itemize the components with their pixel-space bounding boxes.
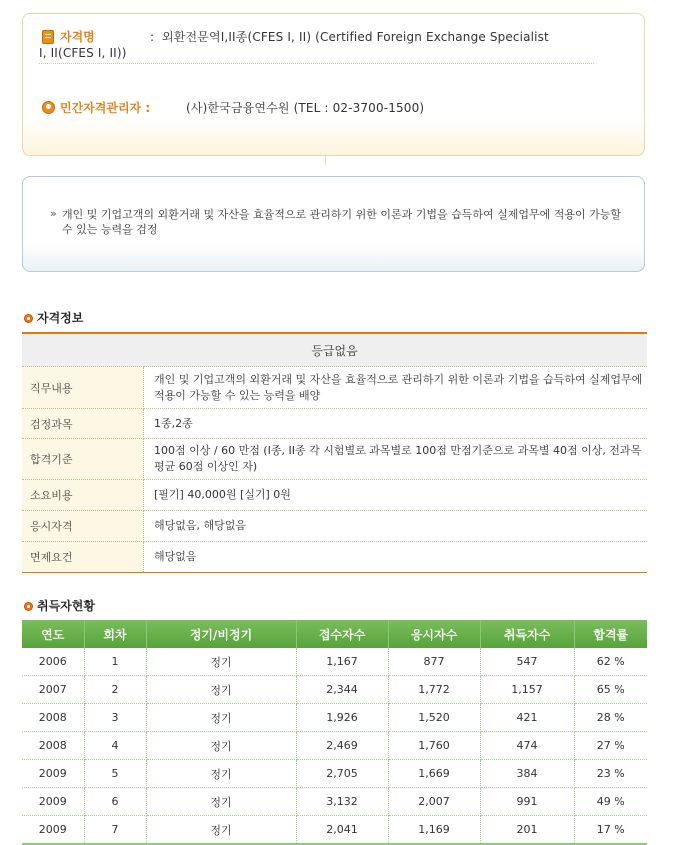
col-header-acquirers: 취득자수 — [480, 620, 574, 648]
name-row-divider — [39, 63, 594, 64]
col-header-applicants: 접수자수 — [296, 620, 388, 648]
col-header-pass-rate: 합격률 — [574, 620, 647, 648]
cell-regular: 정기 — [146, 732, 296, 760]
col-header-regular: 정기/비정기 — [146, 620, 296, 648]
cell-year: 2008 — [22, 732, 84, 760]
table-row — [22, 367, 647, 409]
cell-acquirers: 474 — [480, 732, 574, 760]
cell-applicants: 2,344 — [296, 676, 388, 704]
qualification-name-value-cont: I, II(CFES I, II)) — [39, 46, 127, 60]
cell-regular: 정기 — [146, 648, 296, 676]
cell-applicants: 1,167 — [296, 648, 388, 676]
cell-round: 1 — [84, 648, 146, 676]
info-value: 해당없음, 해당없음 — [144, 511, 648, 542]
person-icon — [42, 101, 55, 114]
cell-acquirers: 421 — [480, 704, 574, 732]
table-row — [22, 648, 647, 676]
info-value: [필기] 40,000원 [실기] 0원 — [144, 480, 648, 511]
cell-applicants: 2,041 — [296, 816, 388, 845]
table-row — [22, 704, 647, 732]
table-row — [22, 480, 647, 511]
qualification-name-value: 외환전문역I,II종(CFES I, II) (Certified Foreign Exchange Specialist — [162, 30, 549, 44]
col-header-examinees: 응시자수 — [388, 620, 480, 648]
table-row — [22, 788, 647, 816]
cell-year: 2009 — [22, 788, 84, 816]
cell-applicants: 2,469 — [296, 732, 388, 760]
info-key: 면제요건 — [22, 542, 144, 573]
cell-round: 7 — [84, 816, 146, 845]
cell-year: 2008 — [22, 704, 84, 732]
col-header-year: 연도 — [22, 620, 84, 648]
info-key: 직무내용 — [22, 367, 144, 409]
table-row — [22, 816, 647, 845]
cell-year: 2009 — [22, 816, 84, 845]
info-key: 소요비용 — [22, 480, 144, 511]
cell-regular: 정기 — [146, 704, 296, 732]
cell-round: 5 — [84, 760, 146, 788]
table-row — [22, 439, 647, 480]
cell-round: 6 — [84, 788, 146, 816]
cell-examinees: 1,520 — [388, 704, 480, 732]
cell-pass-rate: 28 % — [574, 704, 647, 732]
table-row — [22, 542, 647, 573]
bullet-circle-icon — [24, 602, 33, 611]
cell-acquirers: 201 — [480, 816, 574, 845]
bullet-circle-icon — [24, 314, 33, 323]
info-key: 응시자격 — [22, 511, 144, 542]
cell-applicants: 1,926 — [296, 704, 388, 732]
card-divider — [325, 154, 326, 166]
cell-examinees: 1,772 — [388, 676, 480, 704]
cell-round: 2 — [84, 676, 146, 704]
info-key: 검정과목 — [22, 409, 144, 439]
table-row — [22, 511, 647, 542]
description-text: 개인 및 기업고객의 외환거래 및 자산을 효율적으로 관리하기 위한 이론과 기법을 습득하여 실제업무에 적용이 가능할 수 있는 능력을 검정 — [62, 208, 621, 236]
info-key: 합격기준 — [22, 439, 144, 480]
admin-label: 민간자격관리자 : — [60, 101, 151, 115]
cell-applicants: 3,132 — [296, 788, 388, 816]
stats-table — [22, 620, 647, 845]
cell-regular: 정기 — [146, 760, 296, 788]
grade-header: 등급없음 — [22, 333, 647, 367]
cell-pass-rate: 23 % — [574, 760, 647, 788]
info-value: 개인 및 기업고객의 외환거래 및 자산을 효율적으로 관리하기 위한 이론과 기법을 습득하여 실제업무에 적용이 가능할 수 있는 능력을 배양 — [144, 367, 648, 409]
description-bullet: » — [50, 207, 57, 220]
cell-round: 3 — [84, 704, 146, 732]
table-row — [22, 409, 647, 439]
name-colon: : — [150, 30, 155, 44]
stats-section-title — [24, 598, 95, 614]
cell-pass-rate: 65 % — [574, 676, 647, 704]
info-section-title — [24, 310, 83, 326]
stats-header-row — [22, 620, 647, 648]
cell-pass-rate: 27 % — [574, 732, 647, 760]
cell-year: 2006 — [22, 648, 84, 676]
col-header-round: 회차 — [84, 620, 146, 648]
table-row — [22, 732, 647, 760]
cell-regular: 정기 — [146, 788, 296, 816]
book-icon — [42, 30, 54, 44]
admin-value: (사)한국금융연수원 (TEL : 02-3700-1500) — [186, 101, 425, 115]
info-table — [22, 332, 647, 573]
cell-examinees: 1,760 — [388, 732, 480, 760]
cell-year: 2007 — [22, 676, 84, 704]
stats-section-title-text: 취득자현황 — [37, 599, 95, 613]
cell-examinees: 1,169 — [388, 816, 480, 845]
cell-regular: 정기 — [146, 816, 296, 845]
cell-examinees: 1,669 — [388, 760, 480, 788]
cell-acquirers: 384 — [480, 760, 574, 788]
info-value: 100점 이상 / 60 만점 (I종, II종 각 시험별로 과목별로 100점 만점기준으로 과목별 40점 이상, 전과목 평균 60점 이상인 자) — [144, 439, 648, 480]
cell-pass-rate: 49 % — [574, 788, 647, 816]
table-row — [22, 760, 647, 788]
info-section-title-text: 자격정보 — [37, 311, 84, 325]
table-row — [22, 676, 647, 704]
cell-pass-rate: 17 % — [574, 816, 647, 845]
cell-acquirers: 991 — [480, 788, 574, 816]
cell-pass-rate: 62 % — [574, 648, 647, 676]
cell-year: 2009 — [22, 760, 84, 788]
info-value: 해당없음 — [144, 542, 648, 573]
cell-regular: 정기 — [146, 676, 296, 704]
cell-applicants: 2,705 — [296, 760, 388, 788]
cell-examinees: 877 — [388, 648, 480, 676]
cell-acquirers: 1,157 — [480, 676, 574, 704]
cell-examinees: 2,007 — [388, 788, 480, 816]
info-value: 1종,2종 — [144, 409, 648, 439]
cell-round: 4 — [84, 732, 146, 760]
qualification-name-label: 자격명 — [60, 30, 95, 44]
cell-acquirers: 547 — [480, 648, 574, 676]
